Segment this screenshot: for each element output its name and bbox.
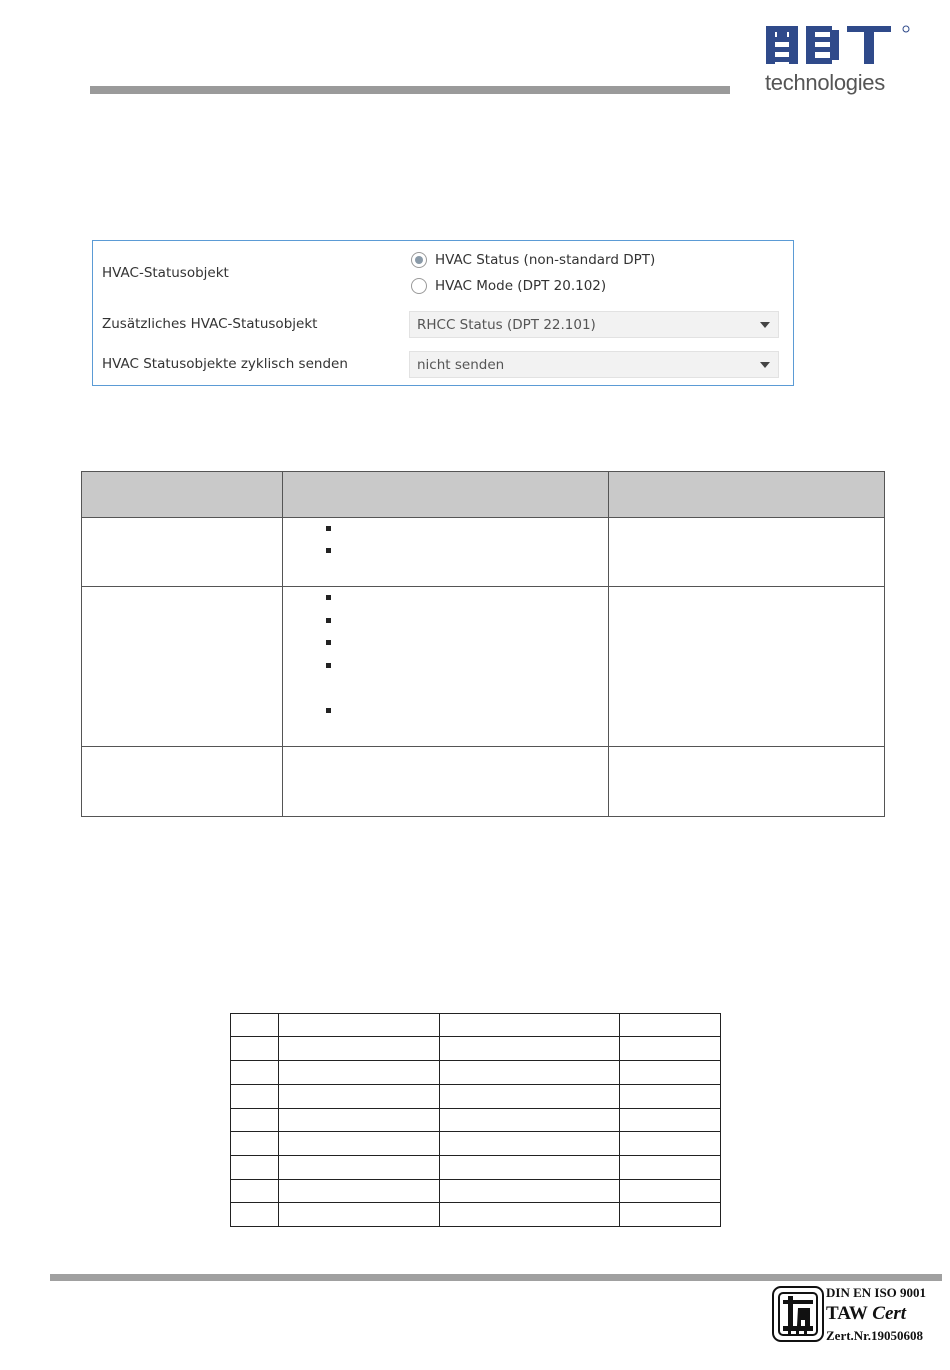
footer-rule — [50, 1274, 942, 1281]
additional-status-object-label: Zusätzliches HVAC-Statusobjekt — [102, 316, 318, 332]
table-rule — [230, 1226, 721, 1227]
table-cell — [608, 586, 885, 747]
additional-status-object-select[interactable] — [409, 311, 779, 338]
table-cell — [608, 517, 885, 587]
table-rule — [230, 1179, 721, 1180]
cyclic-send-select[interactable] — [409, 351, 779, 378]
bullet-icon — [326, 663, 331, 668]
table-rule — [230, 1155, 721, 1156]
table-rule — [230, 1202, 721, 1203]
bullet-icon — [326, 618, 331, 623]
additional-status-object-value: RHCC Status (DPT 22.101) — [417, 317, 596, 333]
table-rule — [720, 1013, 721, 1227]
table-cell — [81, 586, 283, 747]
table-cell — [81, 746, 283, 817]
bullet-icon — [326, 708, 331, 713]
taw-cert-logo — [772, 1286, 824, 1342]
table-cell — [282, 746, 609, 817]
cert-name — [826, 1303, 906, 1325]
table-header-cell — [81, 471, 283, 518]
value-table — [230, 1013, 721, 1227]
cyclic-send-value: nicht senden — [417, 357, 505, 373]
bullet-icon — [326, 595, 331, 600]
logo-subtitle: technologies — [765, 70, 885, 95]
table-cell — [282, 517, 609, 587]
table-rule — [230, 1084, 721, 1085]
table-cell — [608, 746, 885, 817]
table-cell — [81, 517, 283, 587]
table-header-cell — [608, 471, 885, 518]
table-rule — [278, 1013, 279, 1227]
bullet-icon — [326, 548, 331, 553]
bullet-icon — [326, 640, 331, 645]
dropdown-arrow-icon — [760, 362, 770, 368]
cert-standard: DIN EN ISO 9001 — [826, 1285, 927, 1300]
cert-number: Zert.Nr.19050608 — [826, 1328, 924, 1343]
table-rule — [230, 1036, 721, 1037]
hvac-status-object-label: HVAC-Statusobjekt — [102, 265, 229, 281]
table-cell — [282, 586, 609, 747]
table-rule — [230, 1013, 721, 1014]
radio-hvac-status-label[interactable]: HVAC Status (non-standard DPT) — [435, 252, 656, 268]
table-header-cell — [282, 471, 609, 518]
radio-hvac-status[interactable] — [411, 252, 427, 268]
table-rule — [230, 1013, 231, 1227]
dropdown-arrow-icon — [760, 322, 770, 328]
header-rule — [90, 86, 730, 94]
table-rule — [230, 1108, 721, 1109]
table-rule — [439, 1013, 440, 1227]
radio-hvac-mode[interactable] — [411, 278, 427, 294]
table-rule — [230, 1131, 721, 1132]
parameter-table — [81, 471, 885, 817]
table-rule — [619, 1013, 620, 1227]
radio-hvac-mode-label[interactable]: HVAC Mode (DPT 20.102) — [435, 278, 607, 294]
cert-name-taw: TAW — [826, 1303, 873, 1324]
cert-name-cert: Cert — [872, 1303, 907, 1324]
cyclic-send-label: HVAC Statusobjekte zyklisch senden — [102, 356, 348, 372]
table-rule — [230, 1060, 721, 1061]
bullet-icon — [326, 526, 331, 531]
